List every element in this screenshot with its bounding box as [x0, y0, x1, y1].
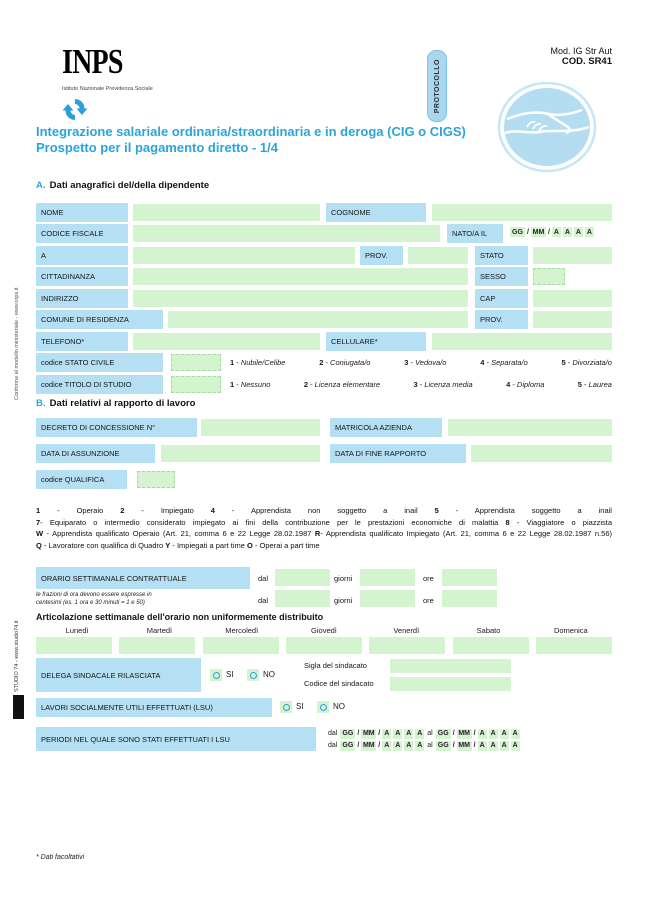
date-segment[interactable]: A	[417, 730, 423, 737]
legend-option-5: 5 - Apprendista soggetto a inail	[434, 506, 612, 515]
day-input-giovedì[interactable]	[286, 637, 362, 654]
cognome-input[interactable]	[432, 204, 612, 221]
day-header-lunedì: Lunedì	[65, 626, 89, 635]
cognome-label: COGNOME	[326, 203, 426, 222]
day-input-martedì[interactable]	[119, 637, 195, 654]
inps-tagline: Istituto Nazionale Previdenza Sociale	[62, 86, 153, 92]
lsu-si-label: SI	[296, 702, 304, 711]
legend-option-4: 4 - Apprendista non soggetto a inail	[210, 506, 418, 515]
page-title-line2: Prospetto per il pagamento diretto - 1/4	[36, 140, 278, 155]
orario-ore-1-label: ore	[423, 574, 434, 583]
legend-option-5: 5 - Laurea	[577, 380, 612, 389]
matricola-input[interactable]	[448, 419, 612, 436]
inps-logo: INPS	[62, 42, 123, 81]
delega-si-label: SI	[226, 670, 234, 679]
date-from	[339, 729, 425, 739]
cap-label: CAP	[475, 289, 528, 308]
dal-label: dal	[328, 742, 338, 749]
date-separator: /	[378, 742, 381, 749]
nato-a-il-label: NATO/A IL	[447, 224, 503, 243]
date-separator: /	[527, 228, 529, 236]
date-segment[interactable]: A	[512, 742, 518, 749]
day-headers	[36, 626, 612, 635]
delega-no-label: NO	[263, 670, 275, 679]
orario-giorni-2-input[interactable]	[360, 590, 415, 607]
comune-label: COMUNE DI RESIDENZA	[36, 310, 163, 329]
indirizzo-input[interactable]	[133, 290, 468, 307]
delega-label: DELEGA SINDACALE RILASCIATA	[36, 658, 201, 692]
legend-option-1: 1 - Nessuno	[230, 380, 271, 389]
matricola-label: MATRICOLA AZIENDA	[330, 418, 442, 437]
footnote: * Dati facoltativi	[36, 854, 85, 861]
date-segment[interactable]: MM	[458, 742, 470, 749]
comune-input[interactable]	[168, 311, 468, 328]
stato-label: STATO	[475, 246, 528, 265]
day-header-venerdì: Venerdì	[393, 626, 420, 635]
radio-circle-icon	[320, 704, 327, 711]
date-segment[interactable]: A	[501, 730, 507, 737]
prov-residenza-input[interactable]	[533, 311, 612, 328]
date-segment[interactable]: A	[417, 742, 423, 749]
decreto-input[interactable]	[201, 419, 320, 436]
legend-option-W: W - Apprendista qualificato Operaio (Art. 21, comma 6 e 22 Legge 28.02.1987	[36, 529, 312, 538]
lsu-no-label: NO	[333, 702, 345, 711]
radio-circle-icon	[283, 704, 290, 711]
date-segment[interactable]: MM	[362, 730, 375, 737]
date-to	[435, 741, 521, 751]
day-header-mercoledì: Mercoledì	[225, 626, 259, 635]
nato-a-label: A	[36, 246, 128, 265]
legend-option-8: 8 - Viaggiatore o piazzista	[505, 517, 612, 527]
orario-dal-2-input[interactable]	[275, 590, 330, 607]
legend-option-2: 2 - Coniugata/o	[319, 358, 371, 367]
stato-civile-label: codice STATO CIVILE	[36, 353, 163, 372]
date-separator: /	[357, 730, 360, 737]
day-header-martedì: Martedì	[146, 626, 173, 635]
orario-ore-1-input[interactable]	[442, 569, 497, 586]
orario-note-line2: centesimi (es. 1 ora e 30 minuti = 1 e 50)	[36, 600, 145, 606]
section-a-header	[36, 180, 209, 191]
date-segment[interactable]: A	[490, 730, 496, 737]
date-segment[interactable]: GG	[510, 227, 525, 237]
orario-ore-2-input[interactable]	[442, 590, 497, 607]
protocollo-label: PROTOCOLLO	[433, 58, 441, 114]
date-segment[interactable]: A	[384, 742, 390, 749]
radio-circle-icon	[213, 672, 220, 679]
decreto-label: DECRETO DI CONCESSIONE N°	[36, 418, 197, 437]
legend-option-3: 3 - Licenza media	[413, 380, 473, 389]
day-input-lunedì[interactable]	[36, 637, 112, 654]
prov-nascita-input[interactable]	[408, 247, 468, 264]
date-separator: /	[452, 742, 455, 749]
day-header-sabato: Sabato	[476, 626, 501, 635]
date-segment[interactable]: GG	[340, 729, 355, 739]
telefono-input[interactable]	[133, 333, 320, 350]
titolo-studio-options	[230, 375, 612, 394]
nato-a-il-date	[509, 227, 595, 237]
sigla-sindacato-label: Sigla del sindacato	[304, 661, 367, 670]
cellulare-input[interactable]	[432, 333, 612, 350]
orario-giorni-1-input[interactable]	[360, 569, 415, 586]
orario-giorni-1-label: giorni	[334, 574, 353, 583]
orario-ore-2-label: ore	[423, 596, 434, 605]
day-input-domenica[interactable]	[536, 637, 612, 654]
periodi-lsu-label: PERIODI NEL QUALE SONO STATI EFFETTUATI I LSU	[36, 727, 316, 751]
inps-circular-arrows-icon	[61, 96, 89, 123]
date-segment[interactable]: A	[406, 730, 412, 737]
articolazione-title: Articolazione settimanale dell'orario non uniformemente distribuito	[36, 612, 324, 622]
date-segment[interactable]: A	[575, 228, 581, 236]
cittadinanza-label: CITTADINANZA	[36, 267, 128, 286]
codice-sindacato-label: Codice del sindacato	[304, 679, 374, 688]
stato-civile-options	[230, 353, 612, 372]
periodi-lsu-dates	[326, 728, 521, 752]
legend-option-4: 4 - Separata/o	[480, 358, 528, 367]
al-label: al	[427, 730, 433, 737]
legend-option-4: 4 - Diploma	[506, 380, 545, 389]
dal-label: dal	[328, 730, 338, 737]
mod-label: Mod. IG Str Aut	[550, 46, 612, 56]
orario-label: ORARIO SETTIMANALE CONTRATTUALE	[36, 567, 250, 589]
date-segment[interactable]: A	[384, 730, 390, 737]
lsu-label: LAVORI SOCIALMENTE UTILI EFFETTUATI (LSU)	[36, 698, 272, 717]
sidebar-studio-text: STUDIO 74 - www.studio74.it	[14, 620, 20, 692]
legend-option-1: 1 - Nubile/Celibe	[230, 358, 286, 367]
nato-a-input[interactable]	[133, 247, 355, 264]
lsu-si-checkbox[interactable]	[280, 701, 292, 713]
codice-fiscale-input[interactable]	[133, 225, 440, 242]
section-a-letter: A.	[36, 180, 46, 191]
al-label: al	[427, 742, 433, 749]
legend-option-1: 1 - Operaio	[36, 506, 104, 515]
qualifica-legend	[36, 505, 612, 551]
section-b-letter: B.	[36, 398, 46, 409]
data-fine-input[interactable]	[471, 445, 612, 462]
legend-option-2: 2 - Impiegato	[120, 506, 194, 515]
date-separator: /	[547, 228, 550, 236]
orario-dal-1-label: dal	[258, 574, 269, 583]
date-segment[interactable]: GG	[436, 741, 451, 751]
date-segment[interactable]: A	[553, 228, 559, 236]
page-title-line1: Integrazione salariale ordinaria/straordinaria e in deroga (CIG o CIGS)	[36, 124, 466, 139]
date-segment[interactable]: GG	[436, 729, 451, 739]
codice-qualifica-input[interactable]	[137, 471, 175, 488]
prov-nascita-label: PROV.	[360, 246, 403, 265]
date-segment[interactable]: MM	[362, 742, 375, 749]
form-code-block	[550, 46, 612, 67]
section-b-title: Dati relativi al rapporto di lavoro	[49, 398, 196, 409]
nome-input[interactable]	[133, 204, 320, 221]
orario-dal-2-label: dal	[258, 596, 269, 605]
section-b-header	[36, 398, 195, 409]
studio-logo	[13, 695, 24, 719]
date-segment[interactable]: MM	[458, 730, 470, 737]
date-segment[interactable]: A	[564, 228, 570, 236]
sesso-label: SESSO	[475, 267, 528, 286]
legend-option-R: R- Apprendista qualificato Impiegato (Art. 21, comma 6 e 22 Legge 28.02.1987 n.56)	[314, 529, 612, 538]
prov-residenza-label: PROV.	[475, 310, 528, 329]
date-separator: /	[378, 730, 381, 737]
sidebar-conforme-text: Conforme al modello ministeriale - www.inps.it	[14, 287, 20, 400]
legend-option-Y: Y - Impiegati a part time	[165, 540, 245, 550]
date-from	[339, 741, 425, 751]
date-segment[interactable]: A	[395, 742, 401, 749]
cellulare-label: CELLULARE*	[326, 332, 426, 351]
day-input-sabato[interactable]	[453, 637, 529, 654]
day-inputs	[36, 637, 612, 654]
legend-option-5: 5 - Divorziata/o	[561, 358, 612, 367]
date-segment[interactable]: A	[395, 730, 401, 737]
day-input-mercoledì[interactable]	[203, 637, 279, 654]
nome-label: NOME	[36, 203, 128, 222]
orario-dal-1-input[interactable]	[275, 569, 330, 586]
section-a-title: Dati anagrafici del/della dipendente	[49, 180, 210, 191]
cod-label: COD. SR41	[561, 56, 612, 67]
date-segment[interactable]: A	[479, 730, 485, 737]
legend-option-3: 3 - Vedova/o	[404, 358, 447, 367]
data-fine-label: DATA DI FINE RAPPORTO	[330, 444, 466, 463]
codice-qualifica-label: codice QUALIFICA	[36, 470, 127, 489]
date-segment[interactable]: A	[586, 228, 592, 236]
data-assunzione-label: DATA DI ASSUNZIONE	[36, 444, 155, 463]
sesso-input[interactable]	[533, 268, 565, 285]
orario-giorni-2-label: giorni	[334, 596, 353, 605]
date-segment[interactable]: A	[479, 742, 485, 749]
date-segment[interactable]: A	[501, 742, 507, 749]
handshake-logo	[496, 82, 598, 174]
orario-note-line1: le frazioni di ora devono essere espresse in	[36, 592, 152, 598]
periodi-date-range-2	[326, 740, 521, 751]
codice-fiscale-label: CODICE FISCALE	[36, 224, 128, 243]
indirizzo-label: INDIRIZZO	[36, 289, 128, 308]
day-input-venerdì[interactable]	[369, 637, 445, 654]
date-segment[interactable]: A	[490, 742, 496, 749]
legend-option-7: 7- Equiparato o intermedio considerato impiegato ai fini della contribuzione per le prestazioni economiche di malattia	[36, 517, 499, 527]
date-separator: /	[357, 742, 360, 749]
date-segment[interactable]: GG	[340, 741, 355, 751]
stato-input[interactable]	[533, 247, 612, 264]
cap-input[interactable]	[533, 290, 612, 307]
date-separator: /	[452, 730, 455, 737]
periodi-date-range-1	[326, 728, 521, 739]
date-segment[interactable]: A	[406, 742, 412, 749]
protocollo-stamp	[427, 50, 447, 122]
sigla-sindacato-input[interactable]	[390, 659, 511, 673]
cittadinanza-input[interactable]	[133, 268, 468, 285]
stato-civile-input[interactable]	[171, 354, 221, 371]
day-header-giovedì: Giovedì	[311, 626, 337, 635]
radio-circle-icon	[250, 672, 257, 679]
date-segment[interactable]: A	[512, 730, 518, 737]
titolo-studio-label: codice TITOLO DI STUDIO	[36, 375, 163, 394]
delega-no-checkbox[interactable]	[247, 669, 259, 681]
lsu-no-checkbox[interactable]	[317, 701, 329, 713]
date-separator: /	[473, 742, 476, 749]
delega-si-checkbox[interactable]	[210, 669, 222, 681]
legend-option-Q: Q - Lavoratore con qualifica di Quadro	[36, 540, 164, 550]
date-to	[435, 729, 521, 739]
day-header-domenica: Domenica	[553, 626, 588, 635]
legend-option-O: O - Operai a part time	[247, 540, 320, 550]
data-assunzione-input[interactable]	[161, 445, 320, 462]
date-separator: /	[473, 730, 476, 737]
titolo-studio-input[interactable]	[171, 376, 221, 393]
date-segment[interactable]: MM	[532, 228, 545, 236]
legend-option-2: 2 - Licenza elementare	[303, 380, 381, 389]
telefono-label: TELEFONO*	[36, 332, 128, 351]
codice-sindacato-input[interactable]	[390, 677, 511, 691]
